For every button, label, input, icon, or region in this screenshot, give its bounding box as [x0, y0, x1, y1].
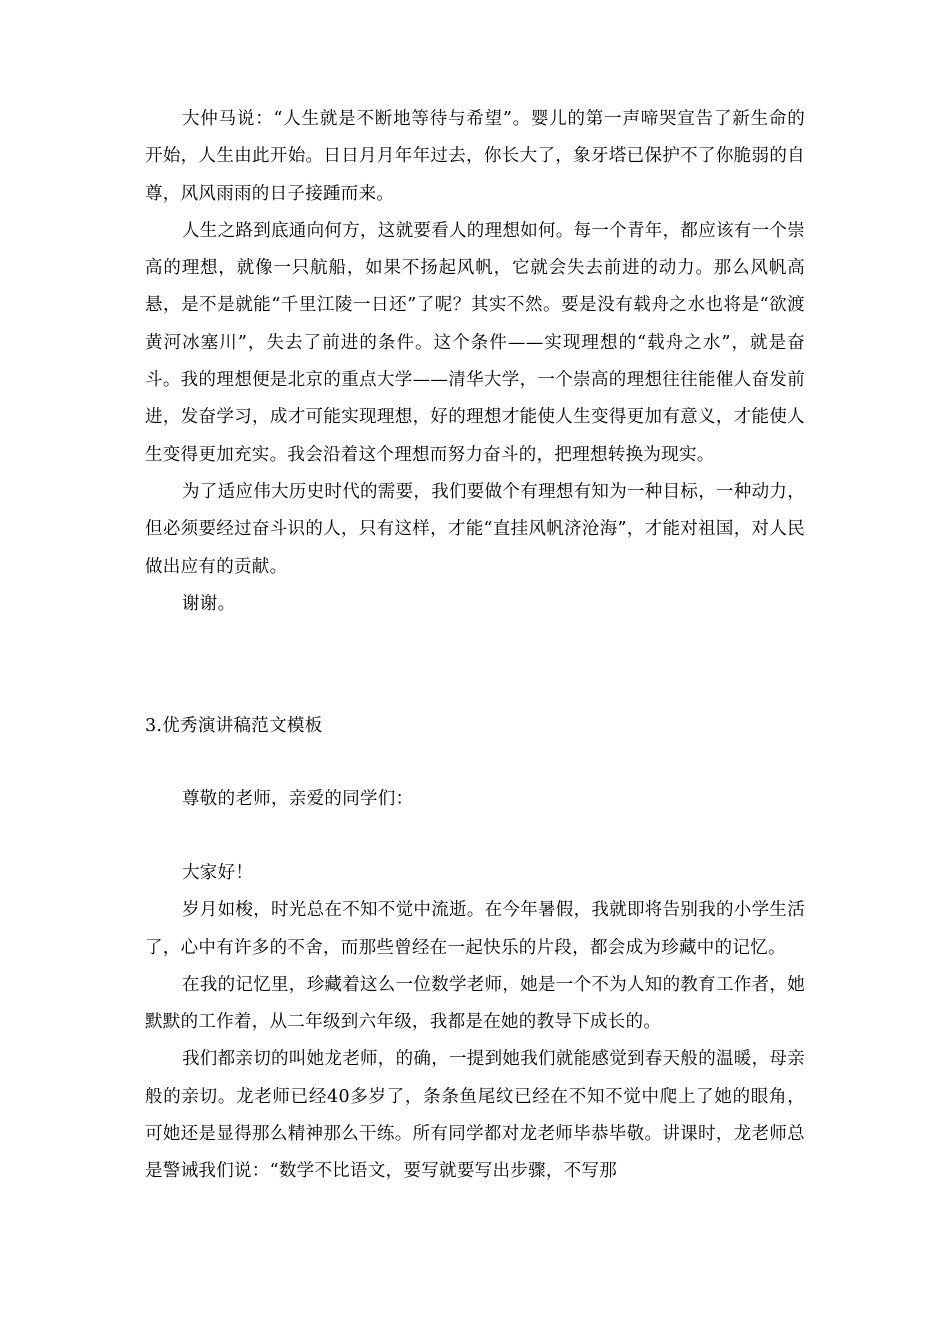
- paragraph: 人生之路到底通向何方，这就要看人的理想如何。每一个青年，都应该有一个崇高的理想，就像一只航船，如果不扬起风帆，它就会失去前进的动力。那么风帆高悬，是不是就能“千里江陵一日还”了呢？其实不然。要是没有载舟之水也将是“欲渡黄河冰塞川”，失去了前进的条件。这个条件——实现理想的“载舟之水”，就是奋斗。我的理想便是北京的重点大学——清华大学，一个崇高的理想往往能催人奋发前进，发奋学习，成才可能实现理想，好的理想才能使人生变得更加有意义，才能使人生变得更加充实。我会沿着这个理想而努力奋斗的，把理想转换为现实。: [145, 220, 805, 465]
- salutation-block: [145, 781, 805, 818]
- section-two-body: [145, 855, 805, 1191]
- greeting: 大家好！: [182, 863, 254, 883]
- paragraph: 我们都亲切的叫她龙老师，的确，一提到她我们就能感觉到春天般的温暖，母亲般的亲切。龙老师已经40多岁了，条条鱼尾纹已经在不知不觉中爬上了她的眼角，可她还是显得那么精神那么干练。所有同学都对龙老师毕恭毕敬。讲课时，龙老师总是警诫我们说：“数学不比语文，要写就要写出步骤，不写那: [145, 1049, 805, 1182]
- paragraph: 大仲马说：“人生就是不断地等待与希望”。婴儿的第一声啼哭宣告了新生命的开始，人生由此开始。日日月月年年过去，你长大了，象牙塔已保护不了你脆弱的自尊，风风雨雨的日子接踵而来。: [145, 109, 805, 204]
- section-one: [145, 101, 805, 623]
- closing-thanks: 谢谢。: [182, 593, 236, 614]
- paragraph: 岁月如梭，时光总在不知不觉中流逝。在今年暑假，我就即将告别我的小学生活了，心中有许多的不舍，而那些曾经在一起快乐的片段，都会成为珍藏中的记忆。: [145, 900, 805, 958]
- paragraph: 为了适应伟大历史时代的需要，我们要做个有理想有知为一种目标，一种动力，但必须要经过奋斗识的人，只有这样，才能“直挂风帆济沧海”，才能对祖国，对人民做出应有的贡献。: [145, 481, 805, 577]
- section-heading: 3.优秀演讲稿范文模板: [145, 716, 323, 736]
- paragraph: 在我的记忆里，珍藏着这么一位数学老师，她是一个不为人知的教育工作者，她默默的工作着，从二年级到六年级，我都是在她的教导下成长的。: [145, 974, 805, 1033]
- section-heading-block: [145, 708, 805, 745]
- document-page: [145, 0, 805, 1344]
- salutation: 尊敬的老师，亲爱的同学们：: [182, 789, 414, 809]
